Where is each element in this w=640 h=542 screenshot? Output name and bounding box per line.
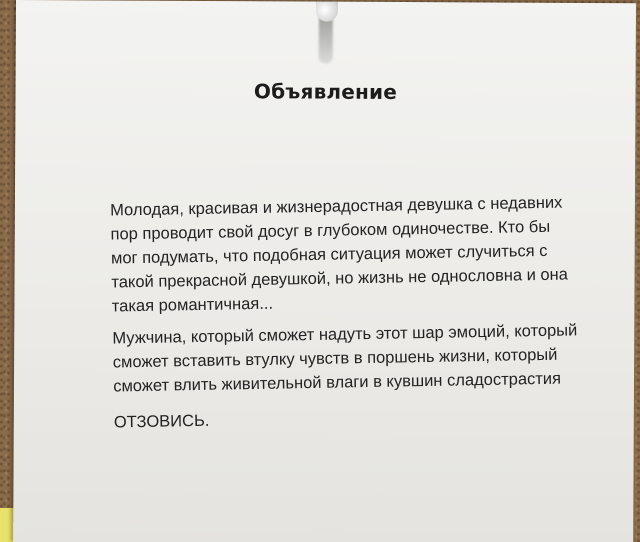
notice-paragraph-2: Мужчина, который сможет надуть этот шар эмоций, который сможет вставить втулку чувств в поршень жизни, который сможет влить живительной влаги в кувшин сладострастия (112, 321, 578, 396)
push-pin-icon (316, 2, 338, 22)
notice-paper (13, 0, 636, 542)
notice-title: Объявление (253, 79, 398, 104)
notice-body (110, 190, 584, 442)
notice-paragraph-1: Молодая, красивая и жизнерадостная девушка с недавних пор проводит свой досуг в глубоком одиночестве. Кто бы мог подумать, что подобная ситуация может случиться с такой прекрасной девушкой, но жизнь не однословна и она такая романтичная... (110, 193, 569, 316)
notice-signoff: ОТЗОВИСЬ. (113, 411, 210, 432)
